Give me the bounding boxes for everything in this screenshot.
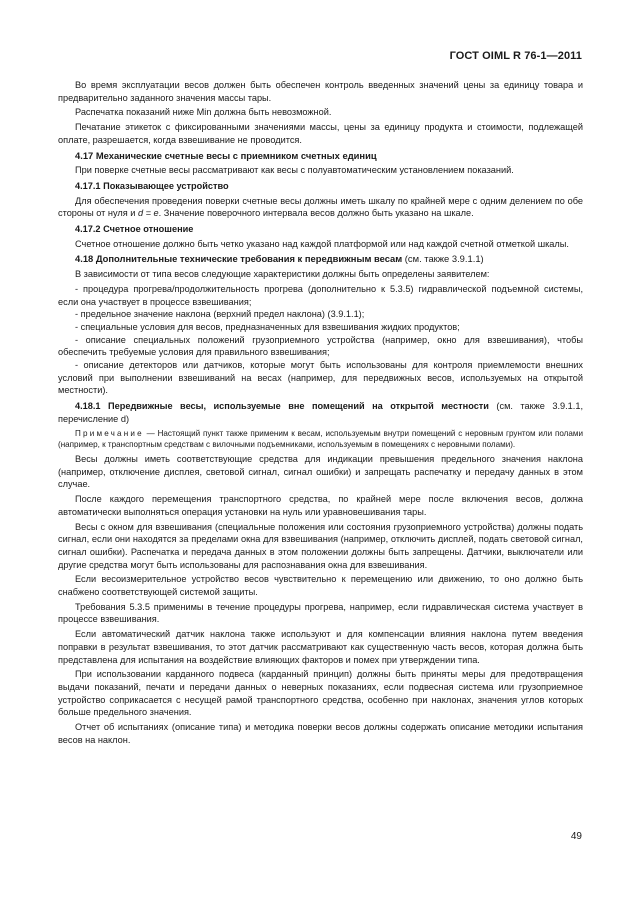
paragraph: При использовании карданного подвеса (карданный принцип) должны быть приняты меры для предотвращения выдачи показаний, печати и передачи данных о неверных показаниях, если подвесная система или грузоприемное устройство соприкасается с несущей рамой транспортного средства, особенно при наклонах, значения углов которых больше предельного значения. xyxy=(58,669,583,718)
paragraph: Печатание этикеток с фиксированными значениями массы, цены за единицу продукта и стоимости, подлежащей оплате, разрешается, когда взвешивание не проводится. xyxy=(58,122,583,145)
page-number: 49 xyxy=(570,831,582,842)
section-heading-4-17-2: 4.17.2 Счетное отношение xyxy=(75,224,194,235)
list-item: - описание специальных положений грузоприемного устройства (например, окно для взвешивания), чтобы обеспечить требуемые условия для правильного взвешивания; xyxy=(58,334,583,358)
paragraph: Во время эксплуатации весов должен быть обеспечен контроль введенных значений цены за единицу товара и предварительно заданного значения массы тары. xyxy=(58,80,583,103)
paragraph: Весы должны иметь соответствующие средства для индикации превышения предельного значения наклона (например, отключение дисплея, световой сигнал, сигнал ошибки) и запрещать распечатку и передачу данных в этом случае. xyxy=(58,453,583,490)
paragraph: Распечатка показаний ниже Min должна быть невозможной. xyxy=(75,107,332,118)
paragraph xyxy=(58,195,583,220)
paragraph: После каждого перемещения транспортного средства, по крайней мере после включения весов, должна автоматически выполняться операция установки на нуль или уравновешивания тары. xyxy=(58,494,583,517)
text-run: Для обеспечения проведения поверки счетные весы должны иметь шкалу по крайней мере с одним делением по обе стороны от нуля и xyxy=(58,195,583,219)
heading-text: 4.18 Дополнительные технические требования к передвижным весам xyxy=(75,253,403,265)
formula: d = e xyxy=(137,208,159,219)
list-item: - процедура прогрева/продолжительность прогрева (дополнительно к 5.3.5) гидравлической подъемной системы, если она участвует в процессе взвешивания; xyxy=(58,283,583,307)
paragraph: Требования 5.3.5 применимы в течение процедуры прогрева, например, если гидравлическая система участвует в процессе взвешивания. xyxy=(58,601,583,625)
section-heading-4-17-1: 4.17.1 Показывающее устройство xyxy=(75,180,229,191)
list-item: - предельное значение наклона (верхний предел наклона) (3.9.1.1); xyxy=(75,309,365,320)
paragraph: Отчет об испытаниях (описание типа) и методика поверки весов должны содержать описание методики испытания весов на наклон. xyxy=(58,722,583,745)
paragraph: Если автоматический датчик наклона также используют и для компенсации влияния наклона путем введения поправки в результат взвешивания, то этот датчик рассматривают как существенную часть весов, которая должна быть представлена для испытания на воздействие влияющих факторов и помех при утверждении типа. xyxy=(58,629,583,665)
document-body xyxy=(58,79,583,748)
text-run: . Значение поверочного интервала весов должно быть указано на шкале. xyxy=(158,208,474,219)
section-heading-4-18 xyxy=(58,253,583,266)
list-item: - описание детекторов или датчиков, которые могут быть использованы для контроля приемлемости внешних условий при выполнении взвешиваний на весах (например, для передвижных весов, используемых на открытой местности). xyxy=(58,360,583,396)
paragraph: В зависимости от типа весов следующие характеристики должны быть определены заявителем: xyxy=(75,269,490,280)
heading-reference: (см. также 3.9.1.1, перечисление d) xyxy=(58,401,583,424)
document-header: ГОСТ OIML R 76-1—2011 xyxy=(449,50,582,62)
section-heading-4-17: 4.17 Механические счетные весы с приемником счетных единиц xyxy=(75,149,377,161)
list-item: - специальные условия для весов, предназначенных для взвешивания жидких продуктов; xyxy=(75,321,460,332)
heading-text: 4.18.1 Передвижные весы, используемые вне помещений на открытой местности xyxy=(75,401,489,412)
note-label: Примечание xyxy=(75,428,144,438)
paragraph: Весы с окном для взвешивания (специальные положения или состояния грузоприемного устройства) должны подать сигнал, если они находятся за пределами окна для взвешивания (например, отключить дисплей, подать световой сигнал, сигнал ошибки). Распечатка и передача данных в этом положении должны быть запрещены. Датчики, выключатели или другие средства могут быть использованы для распознавания окна для взвешивания. xyxy=(58,521,583,570)
paragraph: При поверке счетные весы рассматривают как весы с полуавтоматическим установлением показаний. xyxy=(75,165,514,176)
heading-reference: (см. также 3.9.1.1) xyxy=(402,253,484,265)
section-heading-4-18-1 xyxy=(58,400,583,425)
note xyxy=(58,428,583,450)
paragraph: Счетное отношение должно быть четко указано над каждой платформой или над каждой счетной отметкой шкалы. xyxy=(75,238,569,249)
note-text: — Настоящий пункт также применим к весам, используемым внутри помещений с неровным грунтом или полами (например, к транспортным средствам с вилочными подъемниками, используемым в помещениях с неровными полами). xyxy=(58,428,583,449)
paragraph: Если весоизмерительное устройство весов чувствительно к перемещению или движению, то оно должно быть снабжено соответствующей системой защиты. xyxy=(58,574,583,598)
